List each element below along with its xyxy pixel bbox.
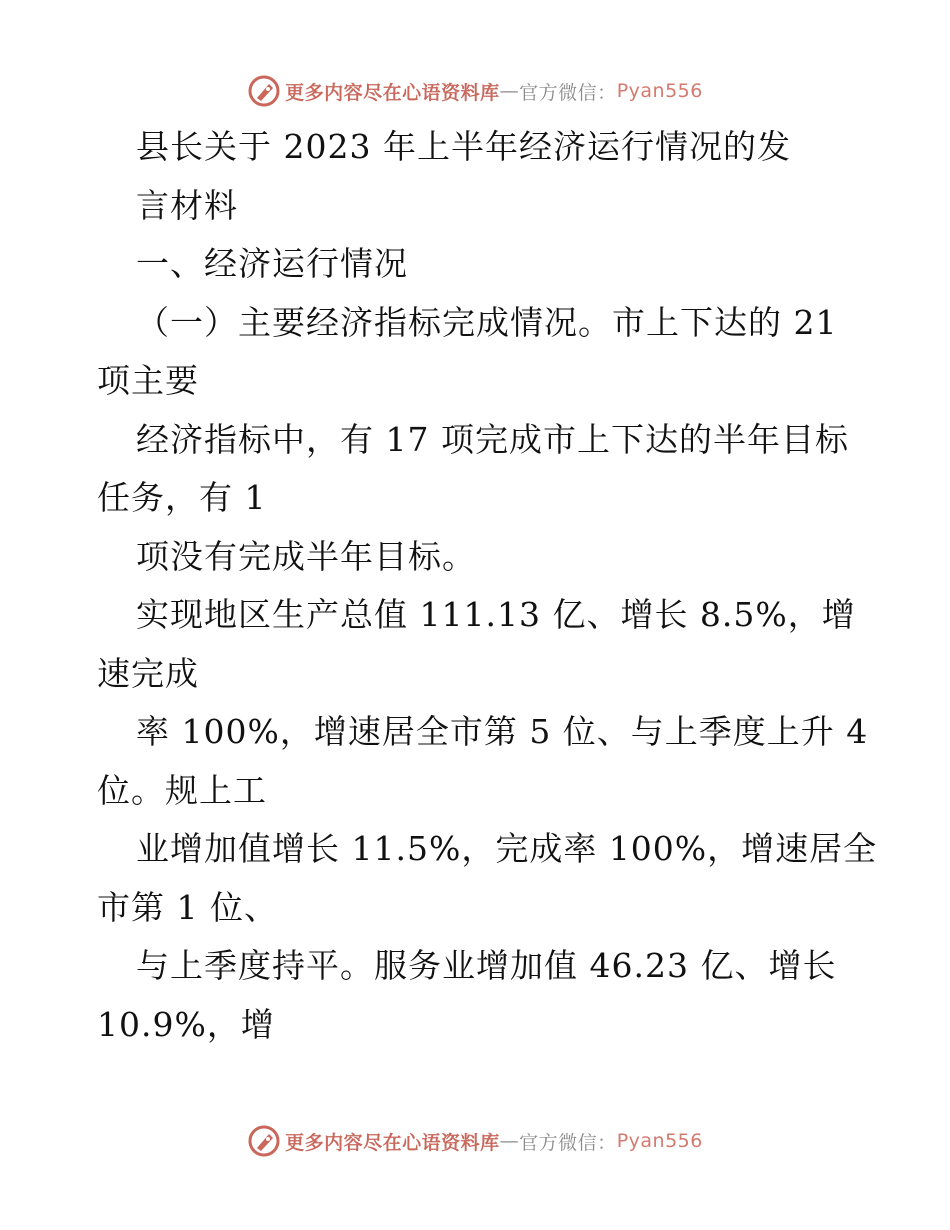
watermark-dash: — <box>499 1130 520 1152</box>
watermark-site-text: 更多内容尽在心语资料库 <box>285 1131 500 1154</box>
paragraph-line: 市第 1 位、 <box>97 887 278 927</box>
header-watermark <box>0 74 950 108</box>
paragraph-line: （一）主要经济指标完成情况。市上下达的 21 <box>136 302 838 342</box>
paragraph-line: 与上季度持平。服务业增加值 46.23 亿、增长 <box>136 946 837 985</box>
paragraph-line: 速完成 <box>97 653 199 693</box>
pen-nib-logo-icon <box>247 74 281 108</box>
watermark-wechat-id: Pyan556 <box>616 1130 703 1152</box>
paragraph-line: 率 100%，增速居全市第 5 位、与上季度上升 4 <box>136 712 869 751</box>
watermark-dash: — <box>499 80 520 102</box>
document-body <box>97 118 878 1054</box>
doc-title-line-2: 言材料 <box>136 185 238 225</box>
paragraph-line: 位。规上工 <box>97 770 267 810</box>
watermark-official-label: 官方微信： <box>519 1131 617 1154</box>
watermark-wechat-id: Pyan556 <box>616 80 703 102</box>
doc-title-line-1: 县长关于 2023 年上半年经济运行情况的发 <box>136 127 791 166</box>
paragraph-line: 业增加值增长 11.5%，完成率 100%，增速居全 <box>136 829 878 868</box>
section-heading: 一、经济运行情况 <box>136 244 408 283</box>
paragraph-line: 项主要 <box>97 361 199 400</box>
pen-nib-logo-icon <box>247 1124 281 1158</box>
watermark-site-text: 更多内容尽在心语资料库 <box>285 81 500 104</box>
paragraph-line: 项没有完成半年目标。 <box>136 536 476 576</box>
paragraph-line: 任务，有 1 <box>97 478 267 517</box>
paragraph-line: 经济指标中，有 17 项完成市上下达的半年目标 <box>136 419 849 459</box>
paragraph-line: 10.9%，增 <box>97 1004 275 1044</box>
paragraph-line: 实现地区生产总值 111.13 亿、增长 8.5%，增 <box>136 595 856 634</box>
footer-watermark <box>0 1124 950 1158</box>
watermark-official-label: 官方微信： <box>519 81 617 104</box>
